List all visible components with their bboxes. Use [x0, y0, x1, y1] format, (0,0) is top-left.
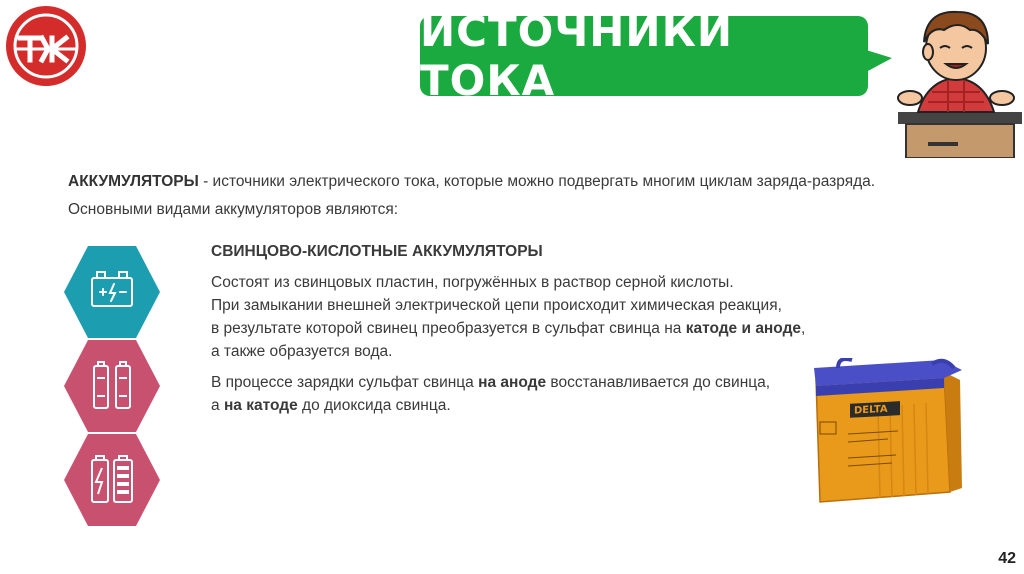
- text-line: [211, 317, 805, 340]
- intro-definition-text: - источники электрического тока, которые можно подвергать многим циклам заряда-разряда.: [198, 173, 876, 190]
- text-span: до диоксида свинца.: [297, 397, 451, 414]
- text-span: а: [211, 397, 224, 414]
- types-lead: Основными видами аккумуляторов являются:: [68, 201, 399, 218]
- text-line: При замыкании внешней электрической цепи происходит химическая реакция,: [211, 297, 782, 314]
- page-number: 42: [998, 550, 1016, 567]
- emphasis-text: на катоде: [223, 397, 298, 414]
- text-span: ,: [801, 320, 806, 337]
- text-line: [211, 394, 770, 417]
- text-line: [211, 371, 770, 394]
- charging-battery-icon: [64, 432, 160, 528]
- lead-acid-battery-image: [808, 358, 966, 504]
- battery-brand-text: DELTA: [854, 403, 888, 417]
- text-span: в результате которой свинец преобразуется в сульфат свинца на: [211, 320, 686, 337]
- page-title: ИСТОЧНИКИ ТОКА: [420, 7, 734, 105]
- title-banner: [420, 7, 868, 105]
- intro-term: АККУМУЛЯТОРЫ: [68, 173, 199, 190]
- section-heading: СВИНЦОВО-КИСЛОТНЫЕ АККУМУЛЯТОРЫ: [211, 243, 543, 260]
- section-paragraph-2: [211, 371, 770, 417]
- emphasis-text: катоде и аноде: [685, 320, 802, 337]
- text-span: В процессе зарядки сульфат свинца: [211, 374, 479, 391]
- text-line: Состоят из свинцовых пластин, погружённых в раствор серной кислоты.: [211, 274, 734, 291]
- two-batteries-icon: [64, 338, 160, 434]
- text-line: а также образуется вода.: [211, 343, 393, 360]
- text-span: восстанавливается до свинца,: [546, 374, 771, 391]
- emphasis-text: на аноде: [478, 374, 547, 391]
- intro-definition: [68, 172, 875, 192]
- section-paragraph-1: [211, 271, 805, 363]
- logo: [4, 4, 88, 88]
- car-battery-icon: [64, 244, 160, 340]
- teacher-illustration: [888, 2, 1024, 158]
